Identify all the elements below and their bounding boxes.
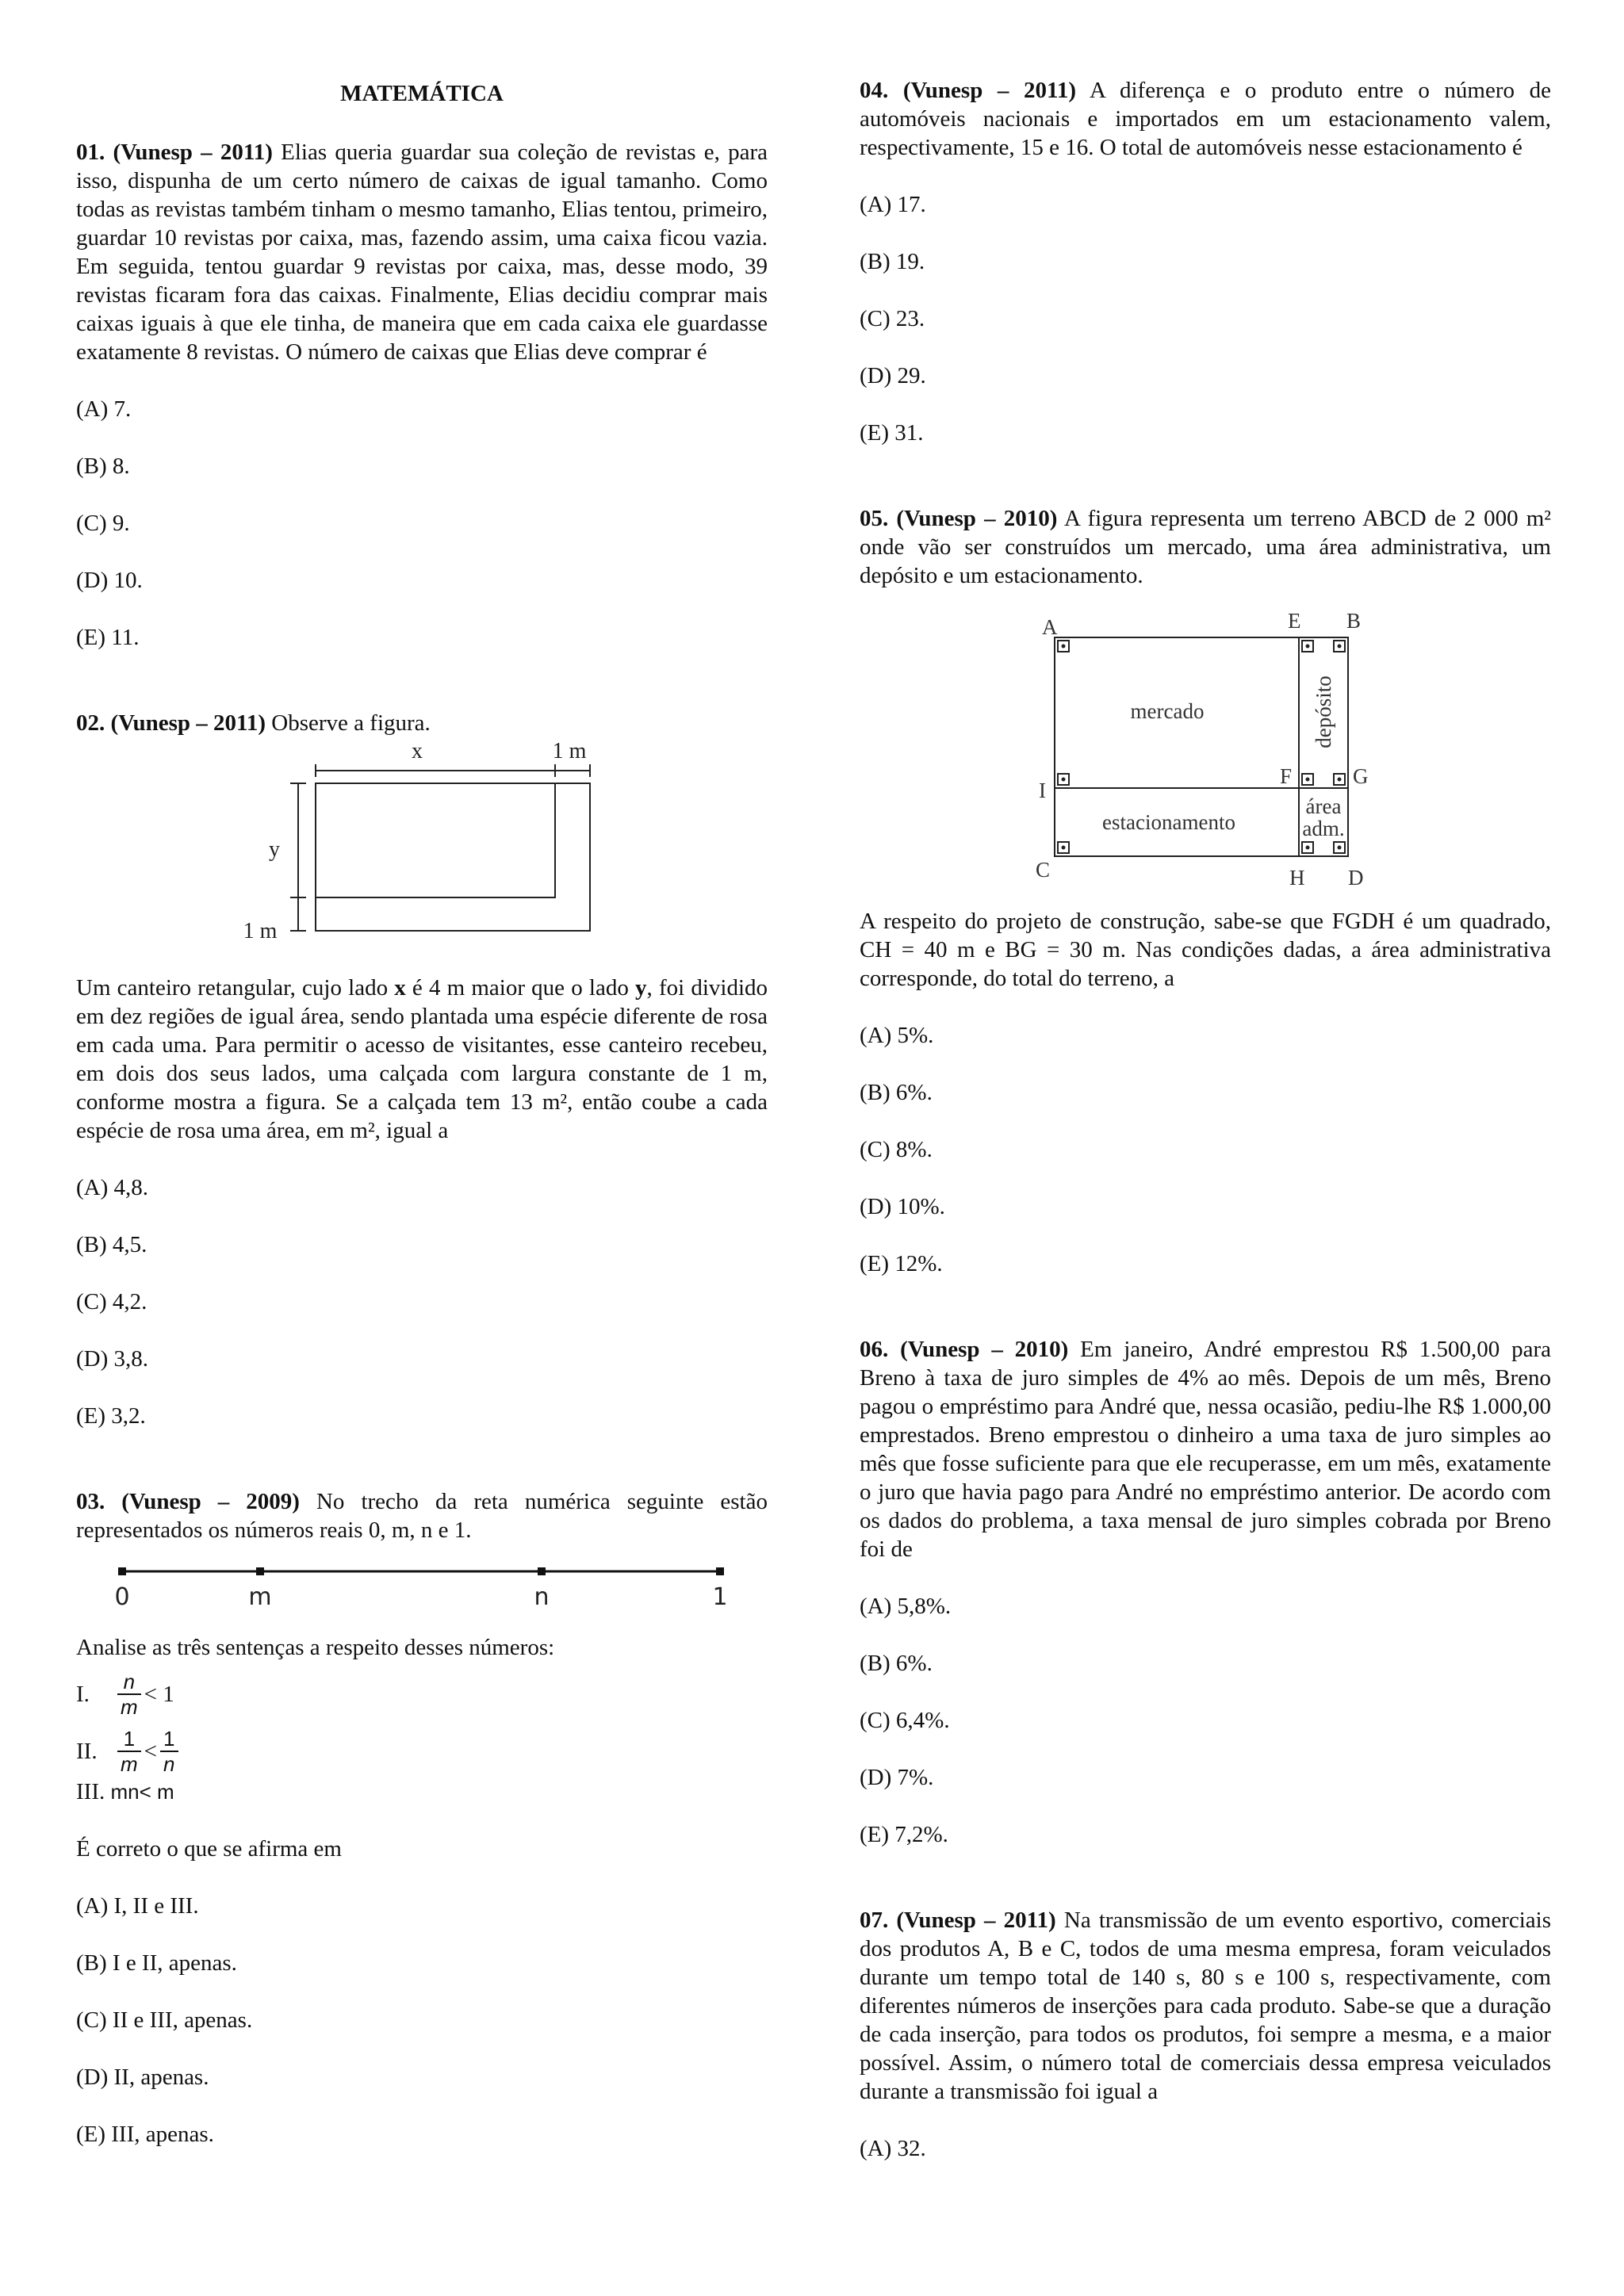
vertex-b: B xyxy=(1346,609,1362,633)
question-01 xyxy=(76,138,768,366)
question-number: 03. (Vunesp – 2009) xyxy=(76,1489,300,1514)
label-adm: adm. xyxy=(1302,817,1345,840)
label-deposito: depósito xyxy=(1312,675,1335,748)
label-n: n xyxy=(534,1583,550,1611)
option-a[interactable]: (A) 4,8. xyxy=(76,1175,149,1200)
option-c[interactable]: (C) 4,2. xyxy=(76,1289,147,1314)
vertex-a: A xyxy=(1042,615,1058,639)
question-text: Na transmissão de um evento esportivo, comerciais dos produtos A, B e C, todos de uma mesma empresa, foram veiculados durante um tempo total de 140 s, 80 s e 100 s, respectivamente, com diferentes números de inserções para cada produto. Sabe-se que a duração de cada inserção, para todos os produtos, foi sempre a mesma, e a maior possível. Assim, o número total de comerciais dessa empresa veiculados durante a transmissão foi igual a xyxy=(860,1908,1551,2104)
point-n xyxy=(538,1567,546,1575)
text-part: é 4 m maior que o lado xyxy=(405,975,636,1001)
fraction-1-over-n xyxy=(160,1727,178,1776)
page-title: MATEMÁTICA xyxy=(340,81,504,106)
point-0 xyxy=(118,1567,126,1575)
option-b[interactable]: (B) 19. xyxy=(860,249,925,274)
question-text: A figura representa um terreno ABCD de 2 000 m² onde vão ser construídos um mercado, uma área administrativa, um depósito e um estacionamento. xyxy=(860,506,1551,588)
option-a[interactable]: (A) I, II e III. xyxy=(76,1893,199,1919)
label-1m-side: 1 m xyxy=(243,919,278,943)
option-b[interactable]: (B) 6%. xyxy=(860,1080,933,1105)
sentence-label: III. xyxy=(76,1779,105,1804)
sidewalk-boundary xyxy=(316,783,555,897)
vertex-d: D xyxy=(1348,866,1364,890)
text-part: , foi dividido em dez regiões de igual área, sendo plantada uma espécie diferente de rosa em cada uma. Para permitir o acesso de visitantes, esse canteiro recebeu, em dois dos seus lados, uma calçada com largura constante de 1 m, conforme mostra a figura. Se a calçada tem 13 m², então coube a cada espécie de rosa uma área, em m², igual a xyxy=(76,975,768,1143)
question-number: 02. (Vunesp – 2011) xyxy=(76,710,266,736)
vertex-h: H xyxy=(1289,866,1305,890)
vertex-e: E xyxy=(1288,609,1301,633)
question-text: Elias queria guardar sua coleção de revistas e, para isso, dispunha de um certo número de caixas de igual tamanho. Como todas as revistas também tinham o mesmo tamanho, Elias tentou, primeiro, guardar 10 revistas por caixa, mas, fazendo assim, uma caixa ficou vazia. Em seguida, tentou guardar 9 revistas por caixa, mas, desse modo, 39 revistas ficaram fora das caixas. Finalmente, Elias decidiu comprar mais caixas iguais à que ele tinha, de maneira que em cada caixa ele guardasse exatamente 8 revistas. O número de caixas que Elias deve comprar é xyxy=(76,140,768,365)
question-number: 07. (Vunesp – 2011) xyxy=(860,1908,1056,1933)
option-c[interactable]: (C) 9. xyxy=(76,511,130,536)
option-d[interactable]: (D) II, apenas. xyxy=(76,2064,209,2090)
label-mercado: mercado xyxy=(1130,699,1205,723)
sentence-text: mn< m xyxy=(110,1780,174,1804)
land-figure xyxy=(860,606,1551,891)
vertex-f: F xyxy=(1280,764,1293,788)
option-d[interactable]: (D) 10%. xyxy=(860,1194,945,1219)
question-intro: Observe a figura. xyxy=(266,710,431,736)
left-column xyxy=(76,71,768,2149)
option-a[interactable]: (A) 7. xyxy=(76,396,132,422)
option-a[interactable]: (A) 32. xyxy=(860,2136,926,2161)
denominator: m xyxy=(121,1695,138,1719)
question-text: A diferença e o produto entre o número de automóveis nacionais e importados em um estacionamento valem, respectivamente, 15 e 16. O total de automóveis nesse estacionamento é xyxy=(860,78,1551,160)
option-e[interactable]: (E) 7,2%. xyxy=(860,1822,948,1847)
number-line xyxy=(76,1560,768,1627)
option-a[interactable]: (A) 5,8%. xyxy=(860,1594,952,1619)
denominator: n xyxy=(163,1752,175,1776)
option-d[interactable]: (D) 29. xyxy=(860,363,926,388)
option-c[interactable]: (C) II e III, apenas. xyxy=(76,2007,253,2033)
option-a[interactable]: (A) 5%. xyxy=(860,1023,934,1048)
option-b[interactable]: (B) 4,5. xyxy=(76,1232,147,1257)
fraction-n-over-m xyxy=(117,1670,141,1719)
sentence-label: II. xyxy=(76,1739,98,1764)
correct-prompt: É correto o que se afirma em xyxy=(76,1836,342,1862)
label-1m-top: 1 m xyxy=(552,739,587,763)
option-b[interactable]: (B) 8. xyxy=(76,453,130,479)
label-estacionamento: estacionamento xyxy=(1102,810,1235,834)
vertex-i: I xyxy=(1039,779,1046,802)
right-column xyxy=(860,71,1551,2163)
sentence-label: I. xyxy=(76,1682,90,1707)
relation: < xyxy=(144,1739,158,1764)
sentence-2 xyxy=(76,1727,768,1776)
denominator: m xyxy=(121,1752,138,1776)
option-a[interactable]: (A) 17. xyxy=(860,192,926,217)
sentence-3 xyxy=(76,1777,768,1806)
numerator: 1 xyxy=(160,1727,178,1752)
bold-x: x xyxy=(394,975,406,1001)
analyze-prompt: Analise as três sentenças a respeito desses números: xyxy=(76,1635,555,1660)
option-c[interactable]: (C) 6,4%. xyxy=(860,1708,950,1733)
outer-rectangle xyxy=(316,783,590,931)
numerator: n xyxy=(117,1670,141,1695)
question-number: 01. (Vunesp – 2011) xyxy=(76,140,273,165)
question-05 xyxy=(860,504,1551,590)
relation: < 1 xyxy=(144,1682,174,1707)
option-d[interactable]: (D) 3,8. xyxy=(76,1346,149,1372)
option-e[interactable]: (E) 11. xyxy=(76,625,140,650)
option-c[interactable]: (C) 23. xyxy=(860,306,925,331)
vertex-c: C xyxy=(1036,858,1051,882)
bold-y: y xyxy=(635,975,647,1001)
question-text: No trecho da reta numérica seguinte estão representados os números reais 0, m, n e 1. xyxy=(76,1489,768,1543)
option-d[interactable]: (D) 7%. xyxy=(860,1765,934,1790)
label-1: 1 xyxy=(712,1583,728,1611)
question-06 xyxy=(860,1335,1551,1563)
sentence-1 xyxy=(76,1670,768,1719)
option-d[interactable]: (D) 10. xyxy=(76,568,143,593)
question-02-text xyxy=(76,974,768,1145)
point-m xyxy=(256,1567,264,1575)
garden-figure xyxy=(76,737,768,951)
text-part: Um canteiro retangular, cujo lado xyxy=(76,975,395,1001)
label-area: área xyxy=(1305,794,1342,818)
option-b[interactable]: (B) I e II, apenas. xyxy=(76,1950,237,1976)
vertex-g: G xyxy=(1353,764,1369,788)
question-04 xyxy=(860,76,1551,162)
question-text: Em janeiro, André emprestou R$ 1.500,00 para Breno à taxa de juro simples de 4% ao mês. Depois de um mês, Breno pagou o empréstimo para André que, nessa ocasião, pediu-lhe R$ 1.000,00 emprestados. Breno emprestou o dinheiro a uma taxa de juro simples ao mês que fosse suficiente para que ele recuperasse, em um mês, exatamente o juro que havia pago para André no empréstimo anterior. De acordo com os dados do problema, a taxa mensal de juro simples cobrada por Breno foi de xyxy=(860,1337,1552,1562)
option-b[interactable]: (B) 6%. xyxy=(860,1651,933,1676)
question-number: 06. (Vunesp – 2010) xyxy=(860,1337,1069,1362)
question-03 xyxy=(76,1487,768,1544)
fraction-1-over-m xyxy=(117,1727,141,1776)
label-0: 0 xyxy=(114,1583,130,1611)
question-02 xyxy=(76,709,768,737)
question-05-text: A respeito do projeto de construção, sabe-se que FGDH é um quadrado, CH = 40 m e BG = 30 m. Nas condições dadas, a área administrativa corresponde, do total do terreno, a xyxy=(860,909,1551,991)
option-e[interactable]: (E) 31. xyxy=(860,420,924,446)
option-c[interactable]: (C) 8%. xyxy=(860,1137,933,1162)
option-e[interactable]: (E) 3,2. xyxy=(76,1403,146,1429)
point-1 xyxy=(716,1567,724,1575)
question-07 xyxy=(860,1906,1551,2106)
question-number: 05. (Vunesp – 2010) xyxy=(860,506,1058,531)
label-m: m xyxy=(248,1583,272,1611)
question-number: 04. (Vunesp – 2011) xyxy=(860,78,1077,103)
option-e[interactable]: (E) 12%. xyxy=(860,1251,943,1276)
label-x: x xyxy=(412,739,423,763)
label-y: y xyxy=(269,837,280,862)
option-e[interactable]: (E) III, apenas. xyxy=(76,2122,214,2147)
numerator: 1 xyxy=(117,1727,141,1752)
